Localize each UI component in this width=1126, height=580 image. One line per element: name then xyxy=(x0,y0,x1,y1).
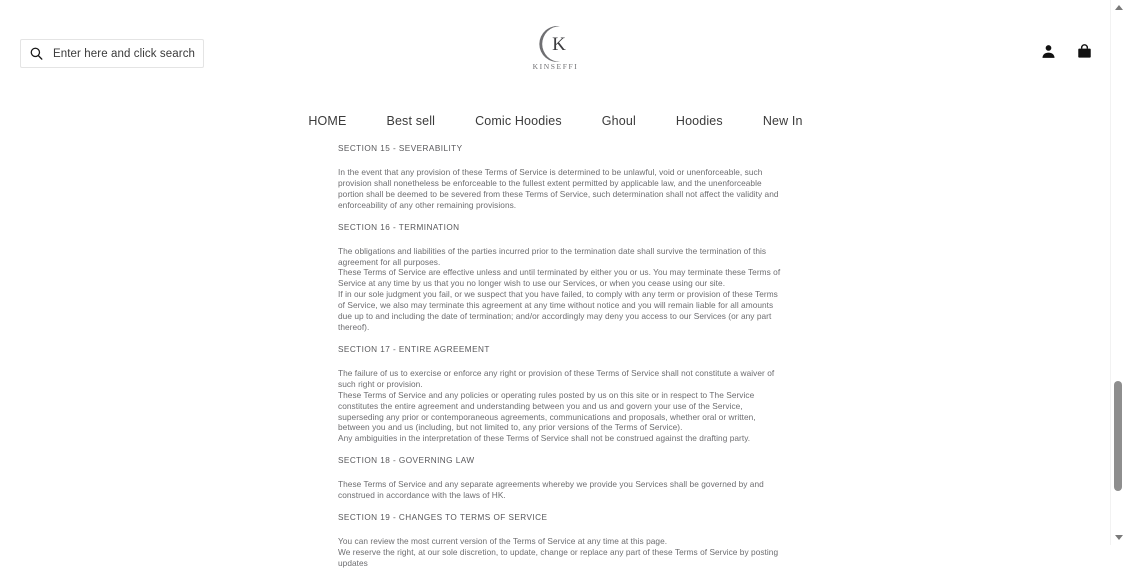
search-box[interactable] xyxy=(20,39,204,68)
terms-section xyxy=(338,344,783,444)
vertical-scrollbar[interactable] xyxy=(1110,0,1126,545)
terms-section xyxy=(338,455,783,501)
section-paragraph: Any ambiguities in the interpretation of these Terms of Service shall not be construed against the drafting party. xyxy=(338,433,751,444)
search-icon[interactable] xyxy=(29,46,44,61)
search-input[interactable] xyxy=(53,48,195,60)
crescent-k-logo-icon xyxy=(508,22,604,66)
section-body xyxy=(338,536,783,569)
logo-monogram-text: K xyxy=(551,34,566,55)
scrollbar-thumb[interactable] xyxy=(1114,381,1122,491)
nav-item-new-in[interactable]: New In xyxy=(762,114,803,128)
terms-section xyxy=(338,222,783,333)
section-heading: SECTION 18 - GOVERNING LAW xyxy=(338,456,475,466)
section-body xyxy=(338,246,783,333)
section-body xyxy=(338,479,783,501)
shopping-bag-icon[interactable] xyxy=(1076,43,1093,60)
section-paragraph: The failure of us to exercise or enforce any right or provision of these Terms of Service shall not constitute a waiver of such right or provision. xyxy=(338,367,775,389)
header-icon-group xyxy=(1040,43,1093,60)
nav-item-hoodies[interactable]: Hoodies xyxy=(675,114,723,128)
section-paragraph: We reserve the right, at our sole discretion, to update, change or replace any part of these Terms of Service by posting updates xyxy=(338,546,779,568)
nav-item-home[interactable]: HOME xyxy=(308,114,347,128)
nav-item-best-sell[interactable]: Best sell xyxy=(386,114,436,128)
terms-section xyxy=(338,512,783,569)
scroll-down-arrow-icon[interactable] xyxy=(1111,530,1126,545)
section-body xyxy=(338,368,783,444)
terms-of-service-content xyxy=(338,143,783,580)
section-heading: SECTION 15 - SEVERABILITY xyxy=(338,144,463,153)
main-navigation xyxy=(0,108,1111,134)
site-logo[interactable] xyxy=(508,22,604,82)
terms-section xyxy=(338,143,783,211)
nav-item-comic-hoodies[interactable]: Comic Hoodies xyxy=(475,114,562,128)
section-paragraph: If in our sole judgment you fail, or we suspect that you have failed, to comply with any term or provision of these Terms of Service, we also may terminate this agreement at any time without notice and you will remain liable for all amounts due up to and including the date of termination; and/or accordingly may deny you access to our Services (or any part thereof). xyxy=(338,289,778,332)
section-paragraph: The obligations and liabilities of the parties incurred prior to the termination date shall survive the termination of this agreement for all purposes. xyxy=(338,245,767,267)
section-paragraph: You can review the most current version of the Terms of Service at any time at this page. xyxy=(338,536,668,547)
account-icon[interactable] xyxy=(1040,43,1057,60)
site-header xyxy=(0,0,1111,100)
section-heading: SECTION 17 - ENTIRE AGREEMENT xyxy=(338,344,490,354)
section-heading: SECTION 19 - CHANGES TO TERMS OF SERVICE xyxy=(338,513,548,523)
section-paragraph: These Terms of Service and any separate agreements whereby we provide you Services shall be governed by and construed in accordance with the laws of HK. xyxy=(338,479,764,501)
section-body xyxy=(338,167,783,211)
section-paragraph: These Terms of Service and any policies or operating rules posted by us on this site or in respect to The Service constitutes the entire agreement and understanding between you and us and govern your use of the Service, superseding any prior or contemporaneous agreements, communications and proposals, whether oral or written, between you and us (including, but not limited to, any prior versions of the Terms of Service). xyxy=(338,389,756,433)
section-paragraph: In the event that any provision of these Terms of Service is determined to be unlawful, void or unenforceable, such provision shall nonetheless be enforceable to the fullest extent permitted by applicable law, and the unenforceable portion shall be deemed to be severed from these Terms of Service, such determination shall not affect the validity and enforceability of any other remaining provisions. xyxy=(338,167,779,210)
nav-item-ghoul[interactable]: Ghoul xyxy=(601,114,636,128)
logo-wordmark: KINSEFFI xyxy=(532,62,579,71)
scroll-up-arrow-icon[interactable] xyxy=(1111,0,1126,15)
section-heading: SECTION 16 - TERMINATION xyxy=(338,222,460,232)
section-paragraph: These Terms of Service are effective unless and until terminated by either you or us. You may terminate these Terms of Service at any time by us that you no longer wish to use our Services, or when you cease using our site. xyxy=(338,267,781,289)
